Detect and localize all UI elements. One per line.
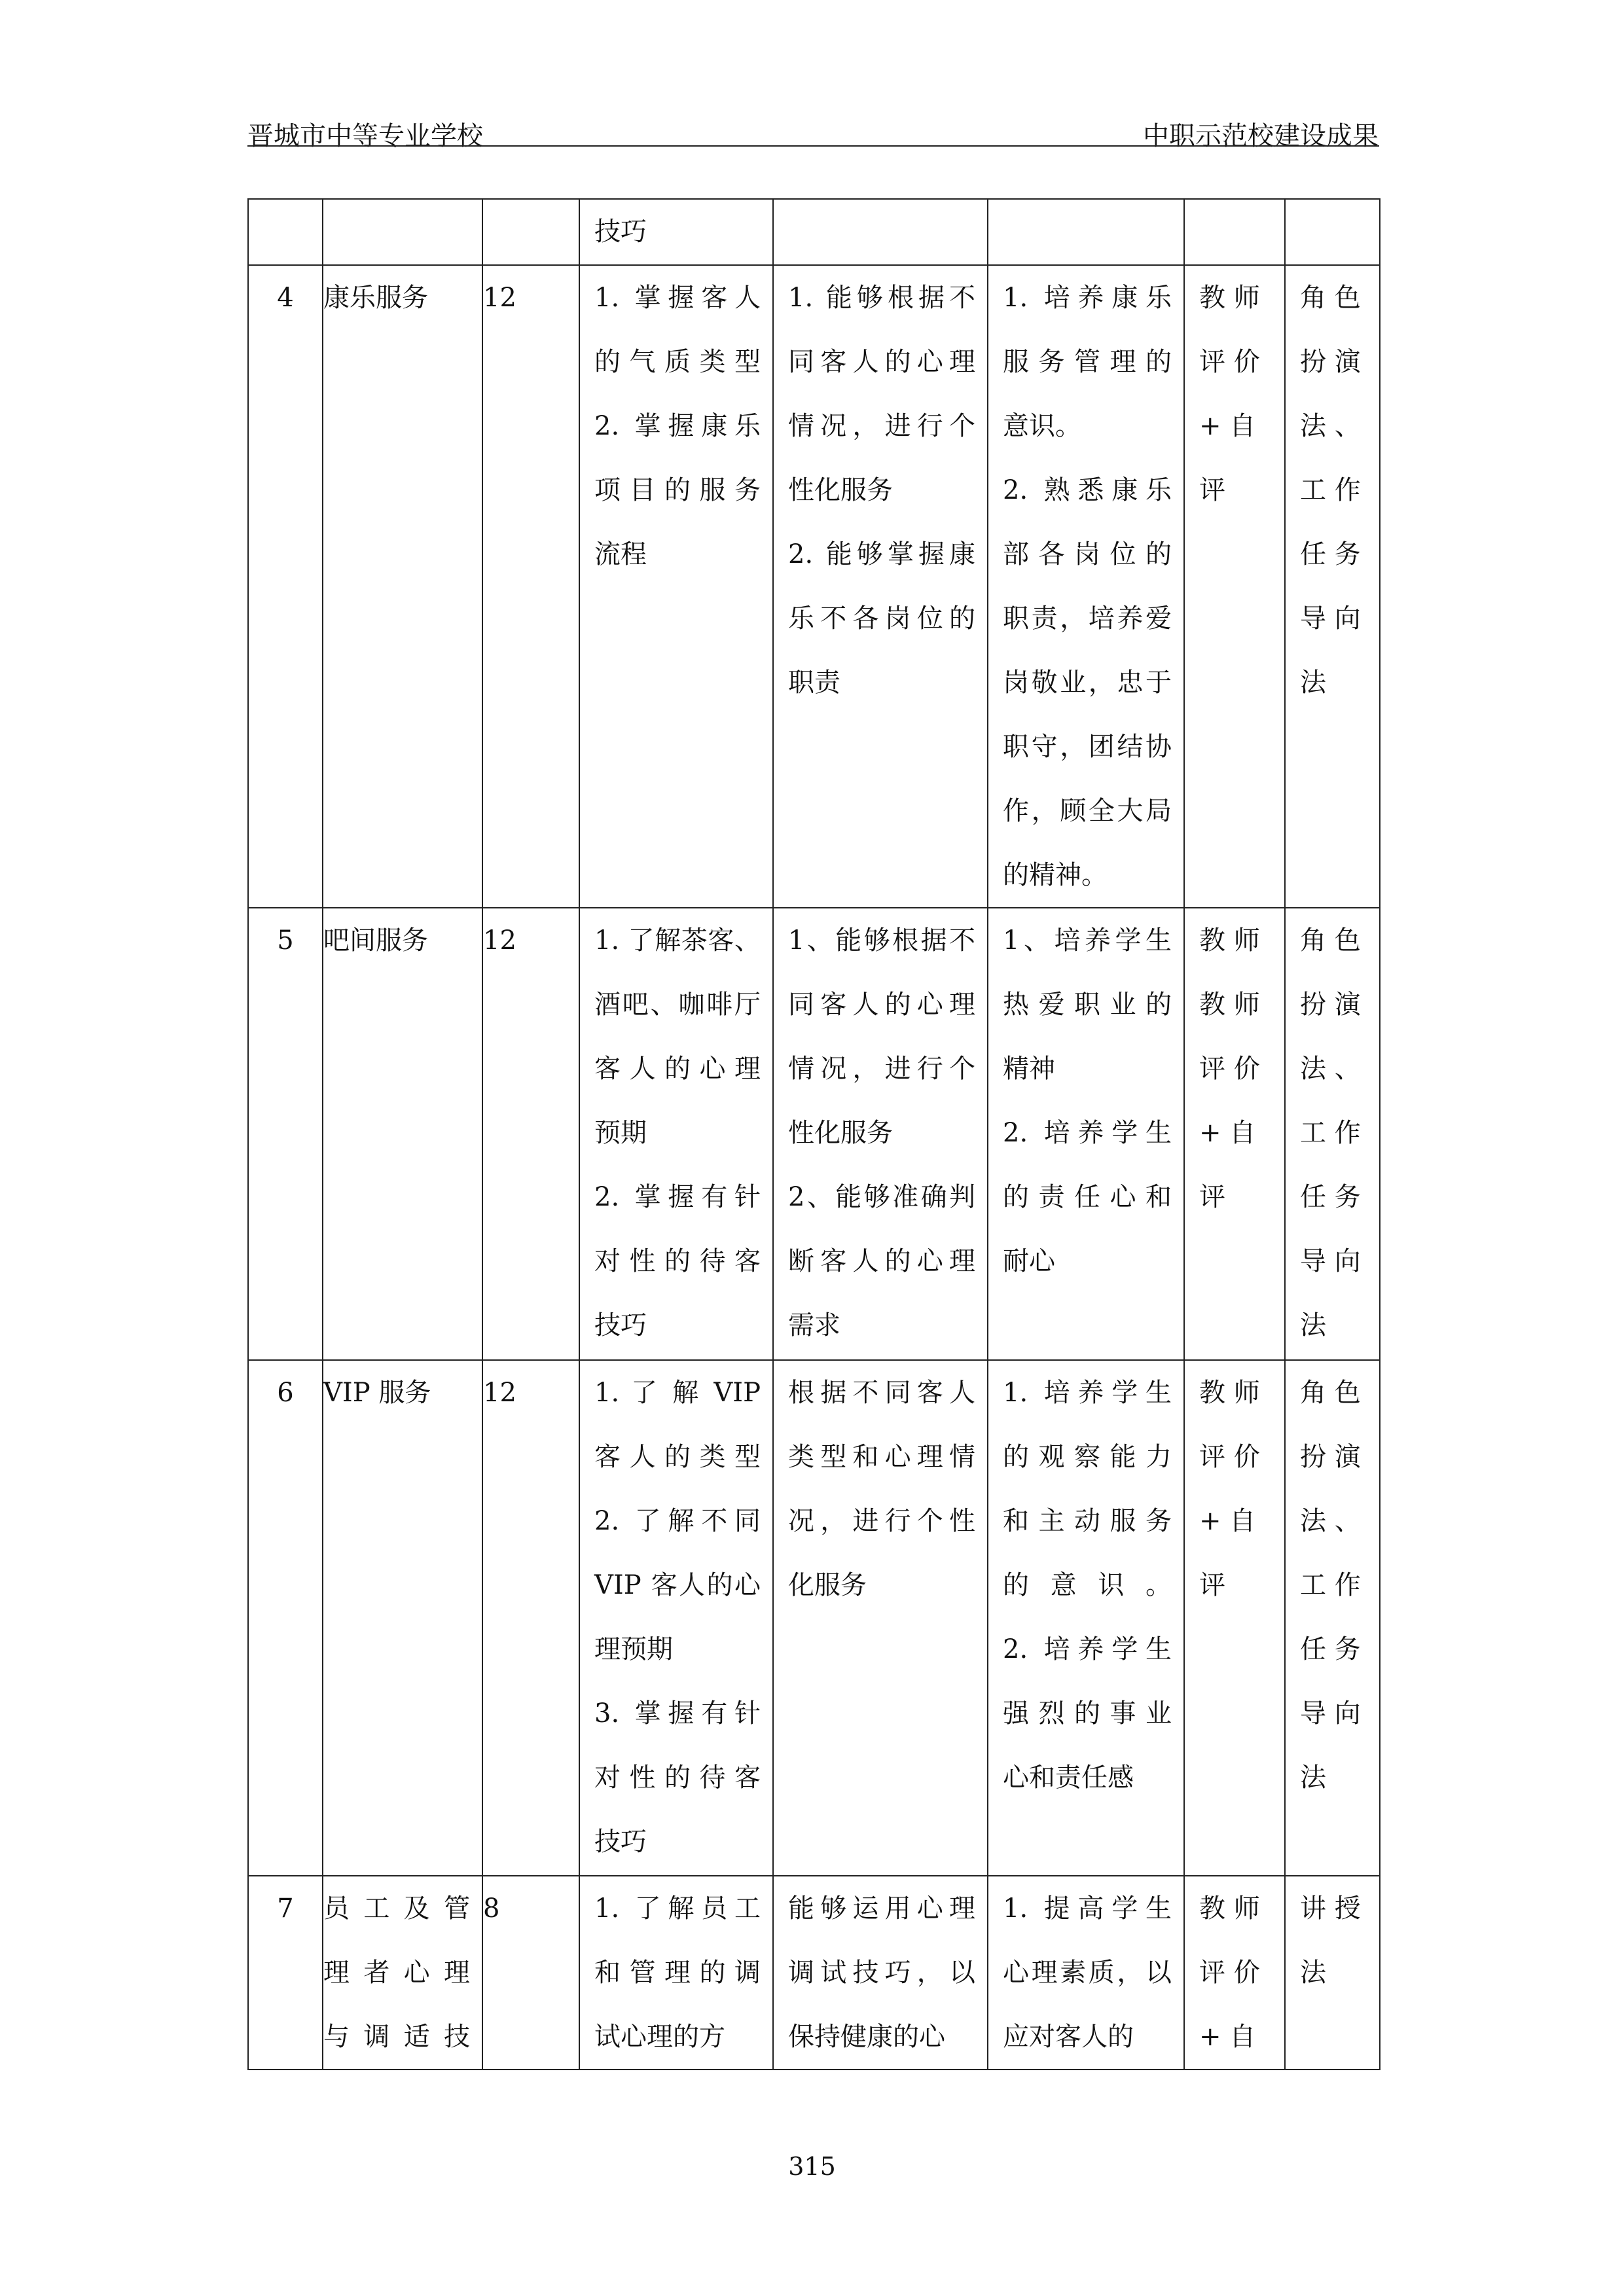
cell-line: 评 价	[1199, 347, 1260, 377]
cell-line: 法	[1300, 1958, 1326, 1988]
cell-hours	[482, 199, 579, 265]
table-row	[248, 1360, 1380, 1876]
cell-eval	[1184, 199, 1285, 265]
cell-line: 导 向	[1300, 1246, 1361, 1276]
cell-line: 服务管理的	[1003, 347, 1172, 377]
cell-line: 评	[1199, 1570, 1225, 1600]
cell-line: 理预期	[594, 1634, 673, 1664]
cell-quality	[988, 908, 1184, 1360]
cell-line: 1、培养学生	[1003, 925, 1172, 956]
cell-line: 部各岗位的	[1003, 539, 1172, 569]
cell-line: 任 务	[1300, 1182, 1361, 1212]
cell-name	[323, 1876, 482, 2070]
cell-line: 技巧	[594, 1310, 647, 1340]
cell-hours: 12	[482, 1360, 579, 1876]
cell-name	[323, 265, 482, 908]
cell-line: 和管理的调	[594, 1958, 761, 1988]
cell-eval	[1184, 265, 1285, 908]
cell-line: 法	[1300, 1763, 1326, 1793]
page-number: 315	[788, 2152, 836, 2181]
cell-line: 耐心	[1003, 1246, 1055, 1276]
cell-line: 2. 培养学生	[1003, 1118, 1172, 1148]
cell-line: 扮 演	[1300, 1442, 1361, 1472]
cell-line: 任 务	[1300, 1634, 1361, 1664]
cell-line: 教 师	[1199, 283, 1260, 313]
cell-line: 吧间服务	[323, 925, 428, 956]
cell-line: 2. 掌握康乐	[594, 411, 761, 441]
cell-hours: 8	[482, 1876, 579, 2070]
cell-line: 对性的待客	[594, 1246, 761, 1276]
cell-line: 岗敬业，忠于	[1003, 668, 1172, 698]
cell-skill	[773, 908, 988, 1360]
cell-line: 导 向	[1300, 1698, 1361, 1729]
header-school-name: 晋城市中等专业学校	[247, 121, 483, 151]
cell-line: VIP 服务	[323, 1378, 431, 1408]
cell-line: 意识。	[1003, 411, 1081, 441]
cell-line: 的意识。	[1003, 1570, 1172, 1600]
cell-quality	[988, 265, 1184, 908]
cell-name	[323, 199, 482, 265]
cell-content	[579, 1876, 773, 2070]
cell-skill	[773, 1876, 988, 2070]
cell-line: 作，顾全大局	[1003, 796, 1172, 826]
cell-line: 教 师	[1199, 1893, 1260, 1924]
cell-line: + 自	[1199, 411, 1256, 441]
cell-line: 工 作	[1300, 475, 1361, 505]
cell-content	[579, 908, 773, 1360]
cell-line: 职责，培养爱	[1003, 603, 1172, 634]
cell-line: 1. 掌握客人	[594, 283, 761, 313]
cell-hours: 12	[482, 265, 579, 908]
cell-line: 客人的类型	[594, 1442, 761, 1472]
cell-line: 心理素质，以	[1003, 1958, 1172, 1988]
cell-line: + 自	[1199, 1118, 1256, 1148]
cell-line: VIP 客人的心	[594, 1570, 761, 1600]
table-row	[248, 1876, 1380, 2070]
cell-name	[323, 908, 482, 1360]
cell-line: 法 、	[1300, 1506, 1361, 1536]
cell-line: 法 、	[1300, 1054, 1361, 1084]
cell-line: 同客人的心理	[788, 990, 975, 1020]
cell-line: 1. 提高学生	[1003, 1893, 1172, 1924]
header-rule	[247, 145, 1379, 147]
cell-line: 的观察能力	[1003, 1442, 1172, 1472]
cell-line: 扮 演	[1300, 347, 1361, 377]
cell-line: 任 务	[1300, 539, 1361, 569]
cell-eval	[1184, 1360, 1285, 1876]
cell-line: 技巧	[594, 1827, 647, 1857]
cell-line: 3. 掌握有针	[594, 1698, 761, 1729]
cell-hours: 12	[482, 908, 579, 1360]
cell-line: 客人的心理	[594, 1054, 761, 1084]
cell-skill	[773, 199, 988, 265]
cell-method	[1285, 199, 1380, 265]
cell-line: 试心理的方	[594, 2022, 725, 2052]
cell-line: 教 师	[1199, 990, 1260, 1020]
cell-line: 2. 熟悉康乐	[1003, 475, 1172, 505]
cell-line: 情况，进行个	[788, 1054, 975, 1084]
cell-line: 职责	[788, 668, 840, 698]
cell-line: 讲 授	[1300, 1893, 1361, 1924]
cell-line: 教 师	[1199, 925, 1260, 956]
cell-line: 评 价	[1199, 1442, 1260, 1472]
cell-line: 情况，进行个	[788, 411, 975, 441]
cell-line: 精神	[1003, 1054, 1055, 1084]
cell-line: 1. 培养学生	[1003, 1378, 1172, 1408]
cell-line: 2、能够准确判	[788, 1182, 975, 1212]
cell-line: 化服务	[788, 1570, 867, 1600]
cell-line: 流程	[594, 539, 647, 569]
cell-line: 角 色	[1300, 1378, 1361, 1408]
header-document-title: 中职示范校建设成果	[1143, 121, 1379, 151]
cell-line: 法	[1300, 1310, 1326, 1340]
cell-line: 1、能够根据不	[788, 925, 975, 956]
cell-line: 项目的服务	[594, 475, 761, 505]
cell-line: 1. 能够根据不	[788, 283, 975, 313]
cell-line: 心和责任感	[1003, 1763, 1134, 1793]
cell-line: 的精神。	[1003, 860, 1108, 890]
cell-line: 对性的待客	[594, 1763, 761, 1793]
cell-line: 断客人的心理	[788, 1246, 975, 1276]
cell-line: 能够运用心理	[788, 1893, 975, 1924]
table-row	[248, 908, 1380, 1360]
table-row	[248, 265, 1380, 908]
cell-line: 评 价	[1199, 1054, 1260, 1084]
cell-line: 评	[1199, 1182, 1225, 1212]
cell-no: 7	[248, 1876, 323, 2070]
cell-quality	[988, 1360, 1184, 1876]
cell-line: 2. 能够掌握康	[788, 539, 975, 569]
cell-line: 预期	[594, 1118, 647, 1148]
cell-line: 1. 培养康乐	[1003, 283, 1172, 313]
cell-line: 根据不同客人	[788, 1378, 975, 1408]
cell-line: 与调适技	[323, 2022, 470, 2052]
cell-method	[1285, 265, 1380, 908]
cell-content	[579, 265, 773, 908]
cell-line: 同客人的心理	[788, 347, 975, 377]
cell-line: 职守，团结协	[1003, 732, 1172, 762]
cell-line: 保持健康的心	[788, 2022, 945, 2052]
cell-line: 法 、	[1300, 411, 1361, 441]
cell-line: 角 色	[1300, 925, 1361, 956]
cell-no: 5	[248, 908, 323, 1360]
cell-line: 况，进行个性	[788, 1506, 975, 1536]
cell-skill	[773, 1360, 988, 1876]
cell-line: 理者心理	[323, 1958, 470, 1988]
cell-line: + 自	[1199, 1506, 1256, 1536]
cell-line: 需求	[788, 1310, 840, 1340]
cell-line: 和主动服务	[1003, 1506, 1172, 1536]
cell-line: 1. 了解茶客、	[594, 925, 761, 956]
cell-line: 酒吧、咖啡厅	[594, 990, 761, 1020]
cell-line: 康乐服务	[323, 283, 428, 313]
cell-method	[1285, 1360, 1380, 1876]
cell-line: 2. 掌握有针	[594, 1182, 761, 1212]
cell-line: 强烈的事业	[1003, 1698, 1172, 1729]
cell-line: 导 向	[1300, 603, 1361, 634]
cell-line: 2. 了解不同	[594, 1506, 761, 1536]
cell-line: 性化服务	[788, 475, 893, 505]
cell-line: 2. 培养学生	[1003, 1634, 1172, 1664]
cell-line: 评 价	[1199, 1958, 1260, 1988]
cell-method	[1285, 908, 1380, 1360]
cell-line: + 自	[1199, 2022, 1256, 2052]
cell-line: 类型和心理情	[788, 1442, 975, 1472]
cell-line: 应对客人的	[1003, 2022, 1134, 2052]
cell-eval	[1184, 1876, 1285, 2070]
cell-no	[248, 199, 323, 265]
cell-content	[579, 1360, 773, 1876]
cell-line: 1. 了解员工	[594, 1893, 761, 1924]
cell-quality	[988, 199, 1184, 265]
cell-line: 的气质类型	[594, 347, 761, 377]
cell-quality	[988, 1876, 1184, 2070]
cell-line: 角 色	[1300, 283, 1361, 313]
cell-line: 工 作	[1300, 1118, 1361, 1148]
cell-line: 热爱职业的	[1003, 990, 1172, 1020]
cell-no: 4	[248, 265, 323, 908]
cell-method	[1285, 1876, 1380, 2070]
cell-line: 1. 了 解 VIP	[594, 1378, 761, 1408]
cell-line: 技巧	[594, 217, 647, 247]
cell-skill	[773, 265, 988, 908]
cell-line: 乐不各岗位的	[788, 603, 975, 634]
cell-eval	[1184, 908, 1285, 1360]
cell-no: 6	[248, 1360, 323, 1876]
cell-content	[579, 199, 773, 265]
cell-line: 性化服务	[788, 1118, 893, 1148]
course-table	[247, 198, 1380, 2070]
cell-line: 调试技巧，以	[788, 1958, 975, 1988]
cell-line: 的责任心和	[1003, 1182, 1172, 1212]
table-row	[248, 199, 1380, 265]
cell-name	[323, 1360, 482, 1876]
cell-line: 教 师	[1199, 1378, 1260, 1408]
cell-line: 扮 演	[1300, 990, 1361, 1020]
cell-line: 员工及管	[323, 1893, 470, 1924]
cell-line: 法	[1300, 668, 1326, 698]
cell-line: 工 作	[1300, 1570, 1361, 1600]
cell-line: 评	[1199, 475, 1225, 505]
